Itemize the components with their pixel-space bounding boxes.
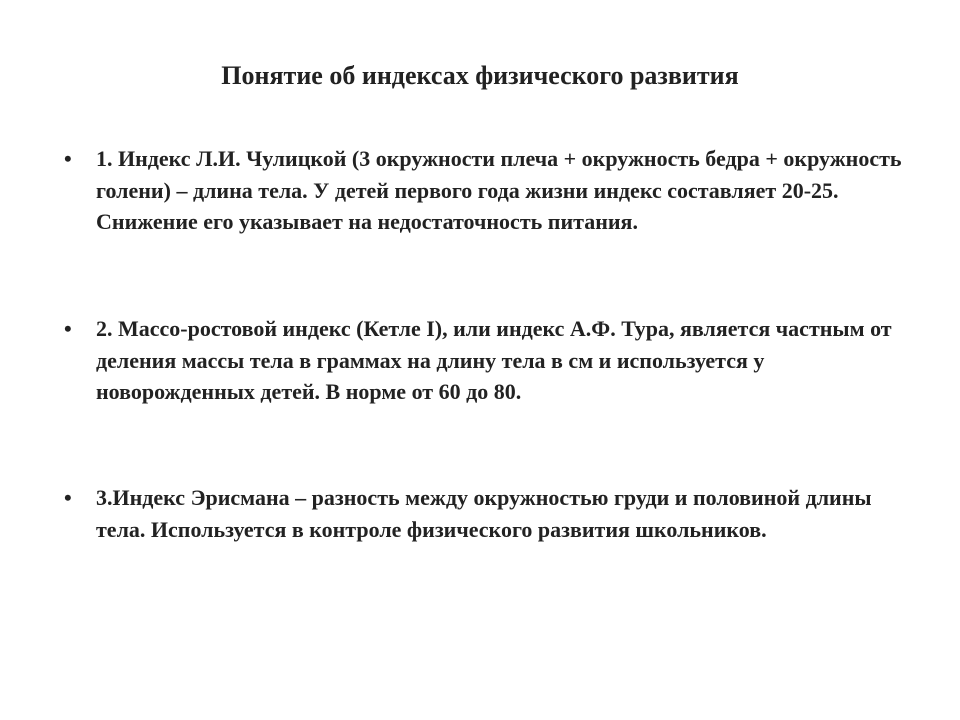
bullet-text: 2. Массо-ростовой индекс (Кетле I), или индекс А.Ф. Тура, является частным от деления массы тела в граммах на длину тела в см и используется у новорожденных детей. В норме от 60 до 80. [96, 316, 892, 404]
bullet-dot-icon: • [64, 146, 72, 171]
bullet-dot-icon: • [64, 316, 72, 341]
bullet-text: 3.Индекс Эрисмана – разность между окружностью груди и половиной длины тела. Используется в контроле физического развития школьников. [96, 485, 872, 542]
slide-title: Понятие об индексах физического развития [221, 61, 739, 90]
bullet-text: 1. Индекс Л.И. Чулицкой (3 окружности плеча + окружность бедра + окружность голени) – длина тела. У детей первого года жизни индекс составляет 20-25. Снижение его указывает на недостаточность питания. [96, 146, 902, 234]
bullet-dot-icon: • [64, 485, 72, 510]
